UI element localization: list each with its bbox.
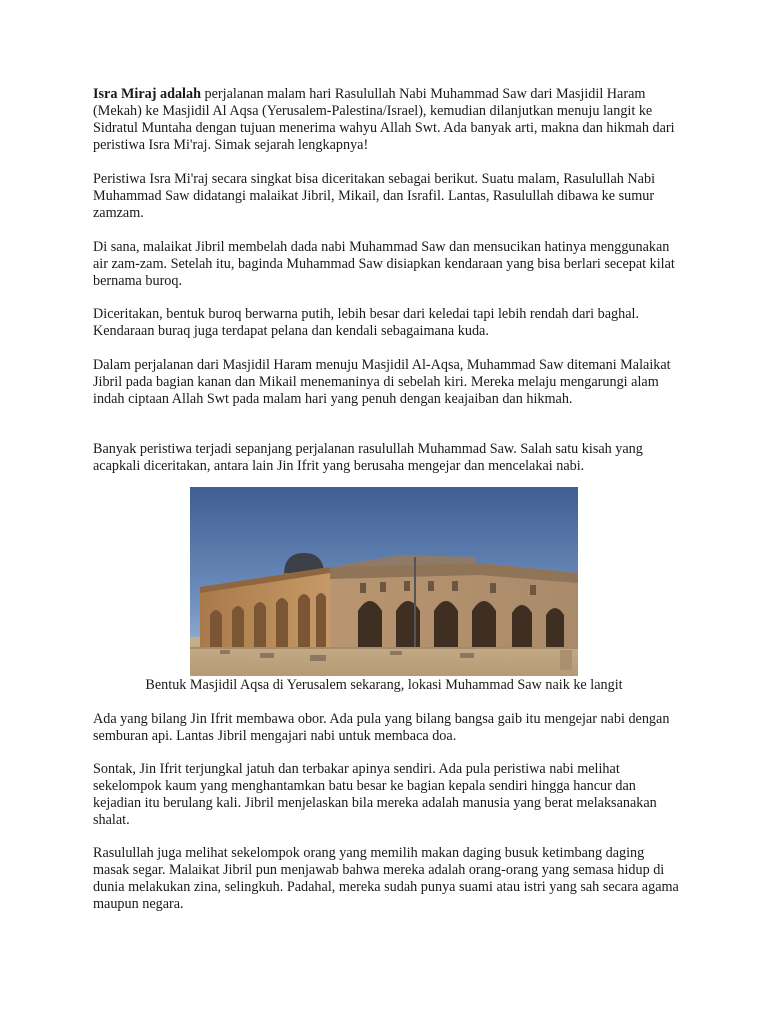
paragraph-7 [93, 711, 683, 745]
paragraph-4-text: Diceritakan, bentuk buroq berwarna putih, lebih besar dari keledai tapi lebih rendah dari baghal. Kendaraan buraq juga terdapat pelana dan kendali sebagaimana kuda. [93, 306, 640, 339]
intro-text: perjalanan malam hari Rasulullah Nabi Muhammad Saw dari Masjidil Haram (Mekah) ke Masjidil Al Aqsa (Yerusalem-Palestina/Israel), kemudian dilanjutkan menuju langit ke Sidratul Muntaha dengan tujuan menerima wahyu Allah Swt. Ada banyak arti, makna dan hikmah dari peristiwa Isra Mi'raj. Simak sejarah lengkapnya! [93, 86, 675, 153]
paragraph-7-text: Ada yang bilang Jin Ifrit membawa obor. Ada pula yang bilang bangsa gaib itu mengejar nabi dengan semburan api. Lantas Jibril mengajari nabi untuk membaca doa. [93, 711, 670, 744]
paragraph-9-text: Rasulullah juga melihat sekelompok orang yang memilih makan daging busuk ketimbang daging masak segar. Malaikat Jibril pun menjawab bahwa mereka adalah orang-orang yang semasa hidup di dunia melakukan zina, selingkuh. Padahal, mereka sudah punya suami atau istri yang sah secara agama maupun negara. [93, 845, 679, 912]
paragraph-9 [93, 845, 683, 913]
paragraph-8 [93, 761, 683, 829]
paragraph-3 [93, 239, 683, 290]
paragraph-intro [93, 86, 683, 154]
al-aqsa-mosque-illustration [190, 487, 578, 676]
paragraph-6 [93, 441, 683, 475]
intro-lead: Isra Miraj adalah [93, 86, 201, 102]
paragraph-5 [93, 357, 683, 408]
paragraph-8-text: Sontak, Jin Ifrit terjungkal jatuh dan terbakar apinya sendiri. Ada pula peristiwa nabi melihat sekelompok kaum yang menghantamkan batu besar ke bagian kepala sendiri hingga hancur dan kejadian itu berulang kali. Jibril menjelaskan bila mereka adalah manusia yang berat melaksanakan shalat. [93, 761, 657, 828]
paragraph-2 [93, 171, 683, 222]
paragraph-3-text: Di sana, malaikat Jibril membelah dada nabi Muhammad Saw dan mensucikan hatinya menggunakan air zam-zam. Setelah itu, baginda Muhammad Saw disiapkan kendaraan yang bisa berlari secepat kilat bernama buroq. [93, 239, 675, 289]
paragraph-4 [93, 306, 683, 340]
paragraph-2-text: Peristiwa Isra Mi'raj secara singkat bisa diceritakan sebagai berikut. Suatu malam, Rasulullah Nabi Muhammad Saw didatangi malaikat Jibril, Mikail, dan Israfil. Lantas, Rasulullah dibawa ke sumur zamzam. [93, 171, 656, 221]
mosque-photo [190, 487, 578, 676]
photo-caption: Bentuk Masjidil Aqsa di Yerusalem sekarang, lokasi Muhammad Saw naik ke langit [145, 677, 623, 693]
paragraph-5-text: Dalam perjalanan dari Masjidil Haram menuju Masjidil Al-Aqsa, Muhammad Saw ditemani Malaikat Jibril pada bagian kanan dan Mikail menemaninya di sebelah kiri. Mereka melaju mengarungi alam indah ciptaan Allah Swt pada malam hari yang penuh dengan keajaiban dan hikmah. [93, 357, 671, 407]
paragraph-6-text: Banyak peristiwa terjadi sepanjang perjalanan rasulullah Muhammad Saw. Salah satu kisah yang acapkali diceritakan, antara lain Jin Ifrit yang berusaha mengejar dan mencelakai nabi. [93, 441, 643, 474]
